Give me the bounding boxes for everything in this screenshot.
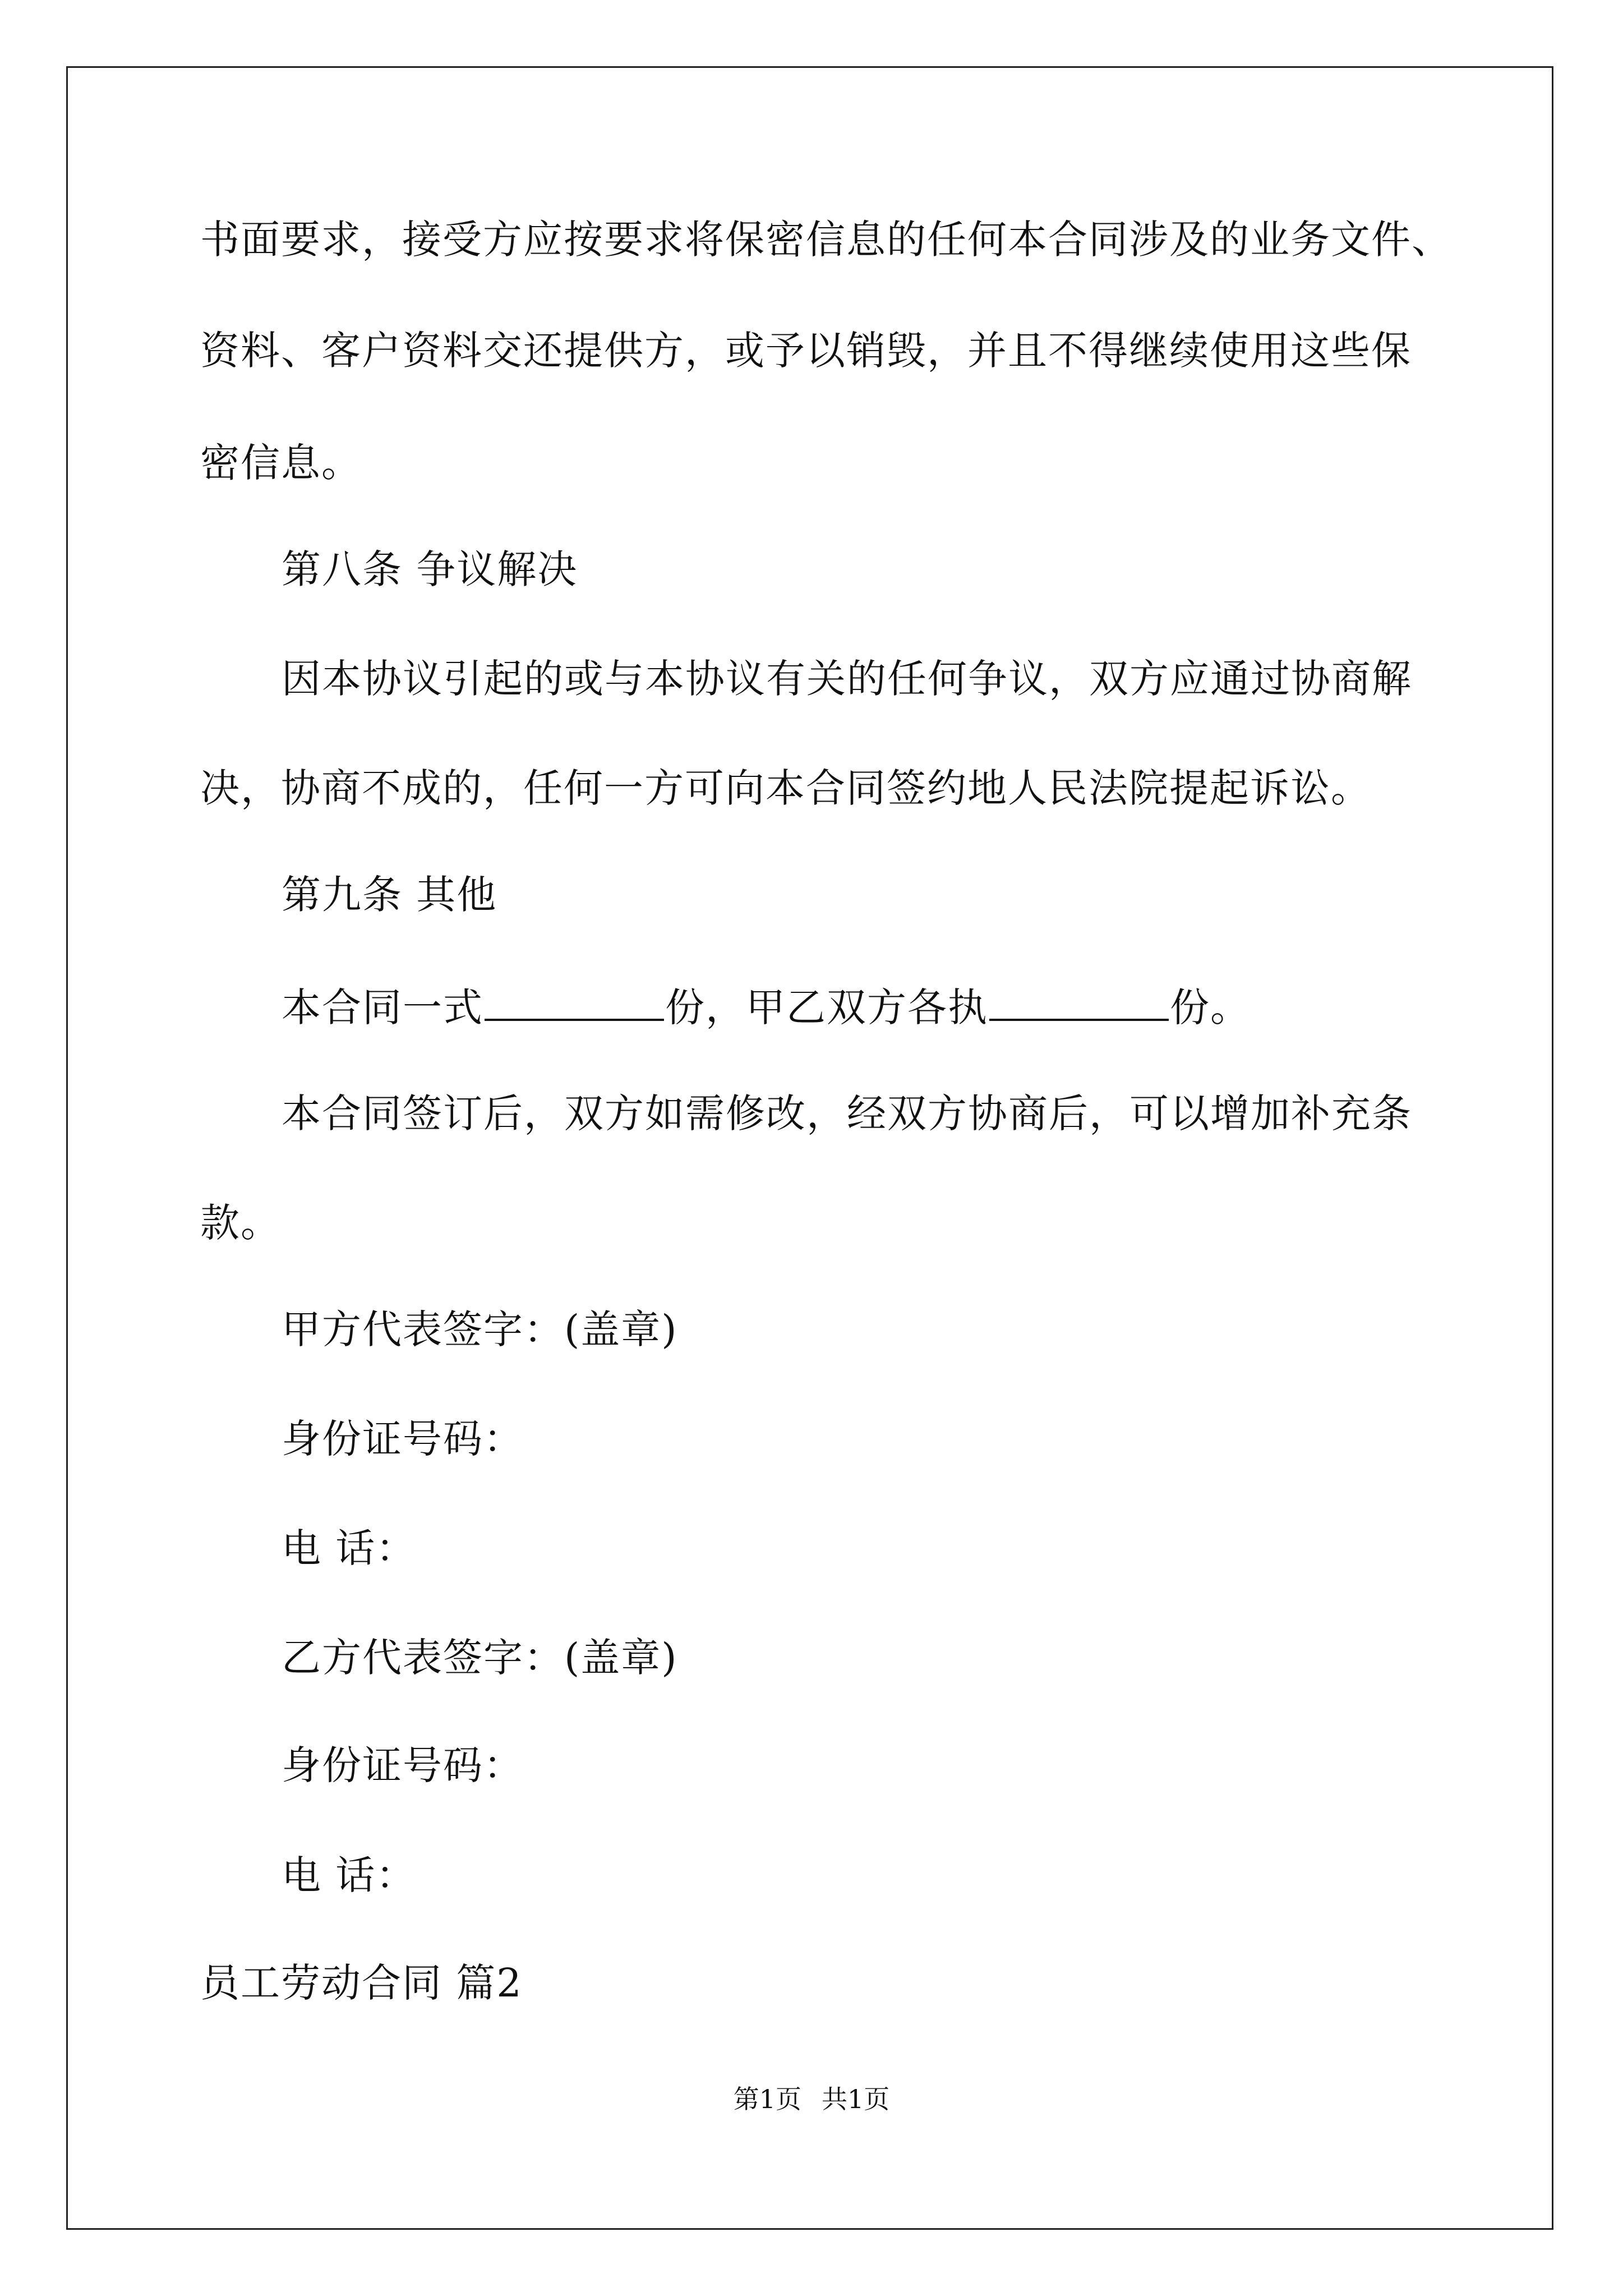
paragraph-line: 资料、客户资料交还提供方，或予以销毁，并且不得继续使用这些保: [200, 328, 1412, 374]
copies-total-blank[interactable]: [485, 986, 664, 1021]
copies-each-blank[interactable]: [989, 986, 1169, 1021]
party-b-signature-label: 乙方代表签字：(盖章): [282, 1635, 678, 1681]
paragraph-line: 决，协商不成的，任何一方可向本合同签约地人民法院提起诉讼。: [200, 765, 1371, 811]
page-number: 第1页: [733, 2084, 801, 2114]
page-total: 共1页: [822, 2084, 890, 2114]
article-9-heading: 第九条 其他: [282, 872, 497, 918]
paragraph-line: 款。: [200, 1200, 281, 1246]
party-b-phone-label: 电 话：: [282, 1852, 417, 1898]
copies-text-3: 份。: [1170, 984, 1251, 1030]
paragraph-line: 书面要求，接受方应按要求将保密信息的任何本合同涉及的业务文件、: [200, 217, 1452, 263]
page-footer: [0, 2086, 1623, 2112]
section-title: 员工劳动合同 篇2: [200, 1960, 523, 2006]
party-a-id-label: 身份证号码：: [282, 1416, 524, 1462]
paragraph-line: 本合同签订后，双方如需修改，经双方协商后，可以增加补充条: [282, 1091, 1412, 1137]
party-a-signature-label: 甲方代表签字：(盖章): [282, 1306, 678, 1352]
paragraph-line: 因本协议引起的或与本协议有关的任何争议，双方应通过协商解: [282, 656, 1412, 702]
copies-text-2: 份，甲乙双方各执: [665, 984, 988, 1030]
copies-clause: [282, 984, 1251, 1030]
copies-text-1: 本合同一式: [282, 984, 483, 1030]
paragraph-line: 密信息。: [200, 440, 362, 486]
party-a-phone-label: 电 话：: [282, 1525, 417, 1571]
article-8-heading: 第八条 争议解决: [282, 546, 578, 592]
party-b-id-label: 身份证号码：: [282, 1742, 524, 1788]
page-border: [66, 66, 1553, 2230]
